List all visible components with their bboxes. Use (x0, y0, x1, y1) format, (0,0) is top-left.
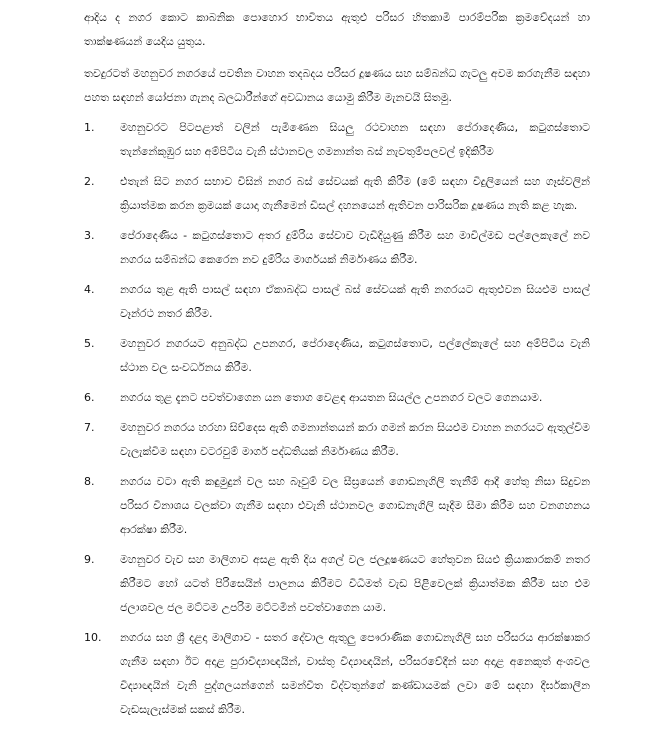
list-item-text: නගරය වටා ඇති කඳුමුදුන් වල සහ බෑවුම් වල සීඝ්‍රයෙන් ගොඩනැගිලි තැනීම් ආදී හේතු නිසා සිදුවන පරිසර විනාශය වලක්වා ගැනීම සඳහා එවැනි ස්ථානවල ගොඩනැගිලි සෑදීම සීමා කිරීම සහ වනගහනය ආරක්ෂා කිරීම. (120, 475, 590, 536)
list-item-text: මහනුවරට පිටපළාත් වලින් පැමිණෙන සියලු රථවාහන සඳහා පේරාදෙණිය, කටුගස්තොට තැන්නේකුඹුර සහ අම්පිටිය වැනි ස්ථානවල ගමනාන්ත බස් නැවතුම්පලවල් ඉදිකිරීම (120, 121, 590, 158)
list-item (84, 116, 590, 164)
list-item-text: එතැන් සිට නගර සභාව විසින් නගර බස් සේවයක් ඇති කිරීම (මේ සඳහා විදුලියෙන් සහ ගෑස්වලින් ක්‍රියාත්මක කරන ක්‍රමයක් යොදා ගැනීමෙන් ඩීසල් දහනයෙන් ඇතිවන පාරිසරික දූෂණය නැති කළ හැක. (120, 175, 590, 212)
list-item-number: 4. (84, 283, 95, 296)
list-item (84, 548, 590, 620)
list-item-number: 2. (84, 175, 95, 188)
list-item (84, 170, 590, 218)
list-item-number: 8. (84, 475, 95, 488)
proposal-list (84, 116, 590, 722)
list-item-text: මහනුවර වැව සහ මාලිගාව අසළ ඇති දිය අගල් වල ජලදූෂණයට හේතුවන සියළු ක්‍රියාකාරකම් නතර කිරීමට හෝ යටත් පිරිසෙයින් පාලනය කිරීමට විධිමත් වැඩ පිළිවෙලක් ක්‍රියාත්මක කිරීම සහ එම ජලාශවල ජල මට්ටම උපරිම මට්ටමින් පවත්වාගෙන යාම. (120, 553, 590, 614)
list-item (84, 470, 590, 542)
list-item-number: 7. (84, 421, 95, 434)
list-item-number: 6. (84, 391, 95, 404)
list-item (84, 278, 590, 326)
intro-paragraph-2: තවදුරටත් මහනුවර නගරයේ පවතින වාහන තදබදය පරිසර දූෂණය සහ සම්බන්ධ ගැටලු අවම කරගැනීම සඳහා පහත සඳහන් යෝජනා ගැනද බලධාරීන්ගේ අවධානය යොමු කිරීම මැනවයි සිතමු. (84, 67, 590, 104)
list-item-text: නගරය තුළ දැනට පවත්වාගෙන යන තොග වෙළඳ ආයතන සියල්ල උපනගර වලට ගෙනයාම. (120, 391, 543, 404)
list-item-number: 9. (84, 553, 95, 566)
list-item (84, 626, 590, 722)
intro-paragraph-1: ආදිය ද නගර කොට කාබනික පොහොර භාවිතය ඇතුළු පරිසර හිතකාමී පාරම්පරික ක්‍රමවේදයන් හා තාක්ෂණයන් යෙදිය යුතුය. (84, 11, 590, 48)
list-item-text: පේරාදෙණිය - කටුගස්තොට අතර දුම්රිය සේවාව වැඩිදියුණු කිරීම සහ මාවිල්මඩ පල්ලෙකැලේ නව නගරය සම්බන්ධ කෙරෙන නව දුම්රිය මාර්ගයක් නිර්මාණය කිරීම. (120, 229, 590, 266)
list-item (84, 224, 590, 272)
list-item (84, 416, 590, 464)
list-item-text: මහනුවර නගරය හරහා සිව්දෙස ඇති ගමනාන්තයන් කරා ගමන් කරන සියළුම වාහන නගරයට ඇතුල්වීම වැලැක්වීම සඳහා වටරවුම් මාර්ග පද්ධතියක් නිර්මාණය කිරීම. (120, 421, 590, 458)
list-item-number: 1. (84, 121, 95, 134)
list-item-number: 3. (84, 229, 95, 242)
list-item (84, 386, 590, 410)
list-item-text: නගරය සහ ශ්‍රී දළදා මාලිගාව - සතර දේවාල ඇතුලු පෞරාණික ගොඩනැගිලි සහ පරිසරය ආරක්ෂාකර ගැනීම සඳහා ඊට අදාළ පුරාවිද්‍යාඥයින්, වාස්තු විද්‍යාඥයින්, පරිසරවේදීන් සහ අදාළ අනෙකුත් අංශවල විද්‍යාඥයින් වැනි පුද්ගලයන්ගෙන් සමන්විත විද්වතුන්ගේ කණ්ඩායමක් ලවා මේ සඳහා දීර්ඝකාලීන වැඩසැලැස්මක් සකස් කිරීම. (120, 631, 590, 716)
list-item (84, 332, 590, 380)
list-item-text: නගරය තුළ ඇති පාසල් සඳහා ඒකාබද්ධ පාසල් බස් සේවයක් ඇති නගරයට ඇතුළුවන සියළුම පාසල් වෑන්රථ නතර කිරීම. (120, 283, 590, 320)
list-item-number: 10. (84, 631, 102, 644)
list-item-text: මහනුවර නගරයට අනුබද්ධ උපනගර, පේරාදෙණිය, කටුගස්තොට, පල්ලේකැලේ සහ අම්පිටිය වැනි ස්ථාන වල සංවර්ධනය කිරීම. (120, 337, 590, 374)
list-item-number: 5. (84, 337, 95, 350)
